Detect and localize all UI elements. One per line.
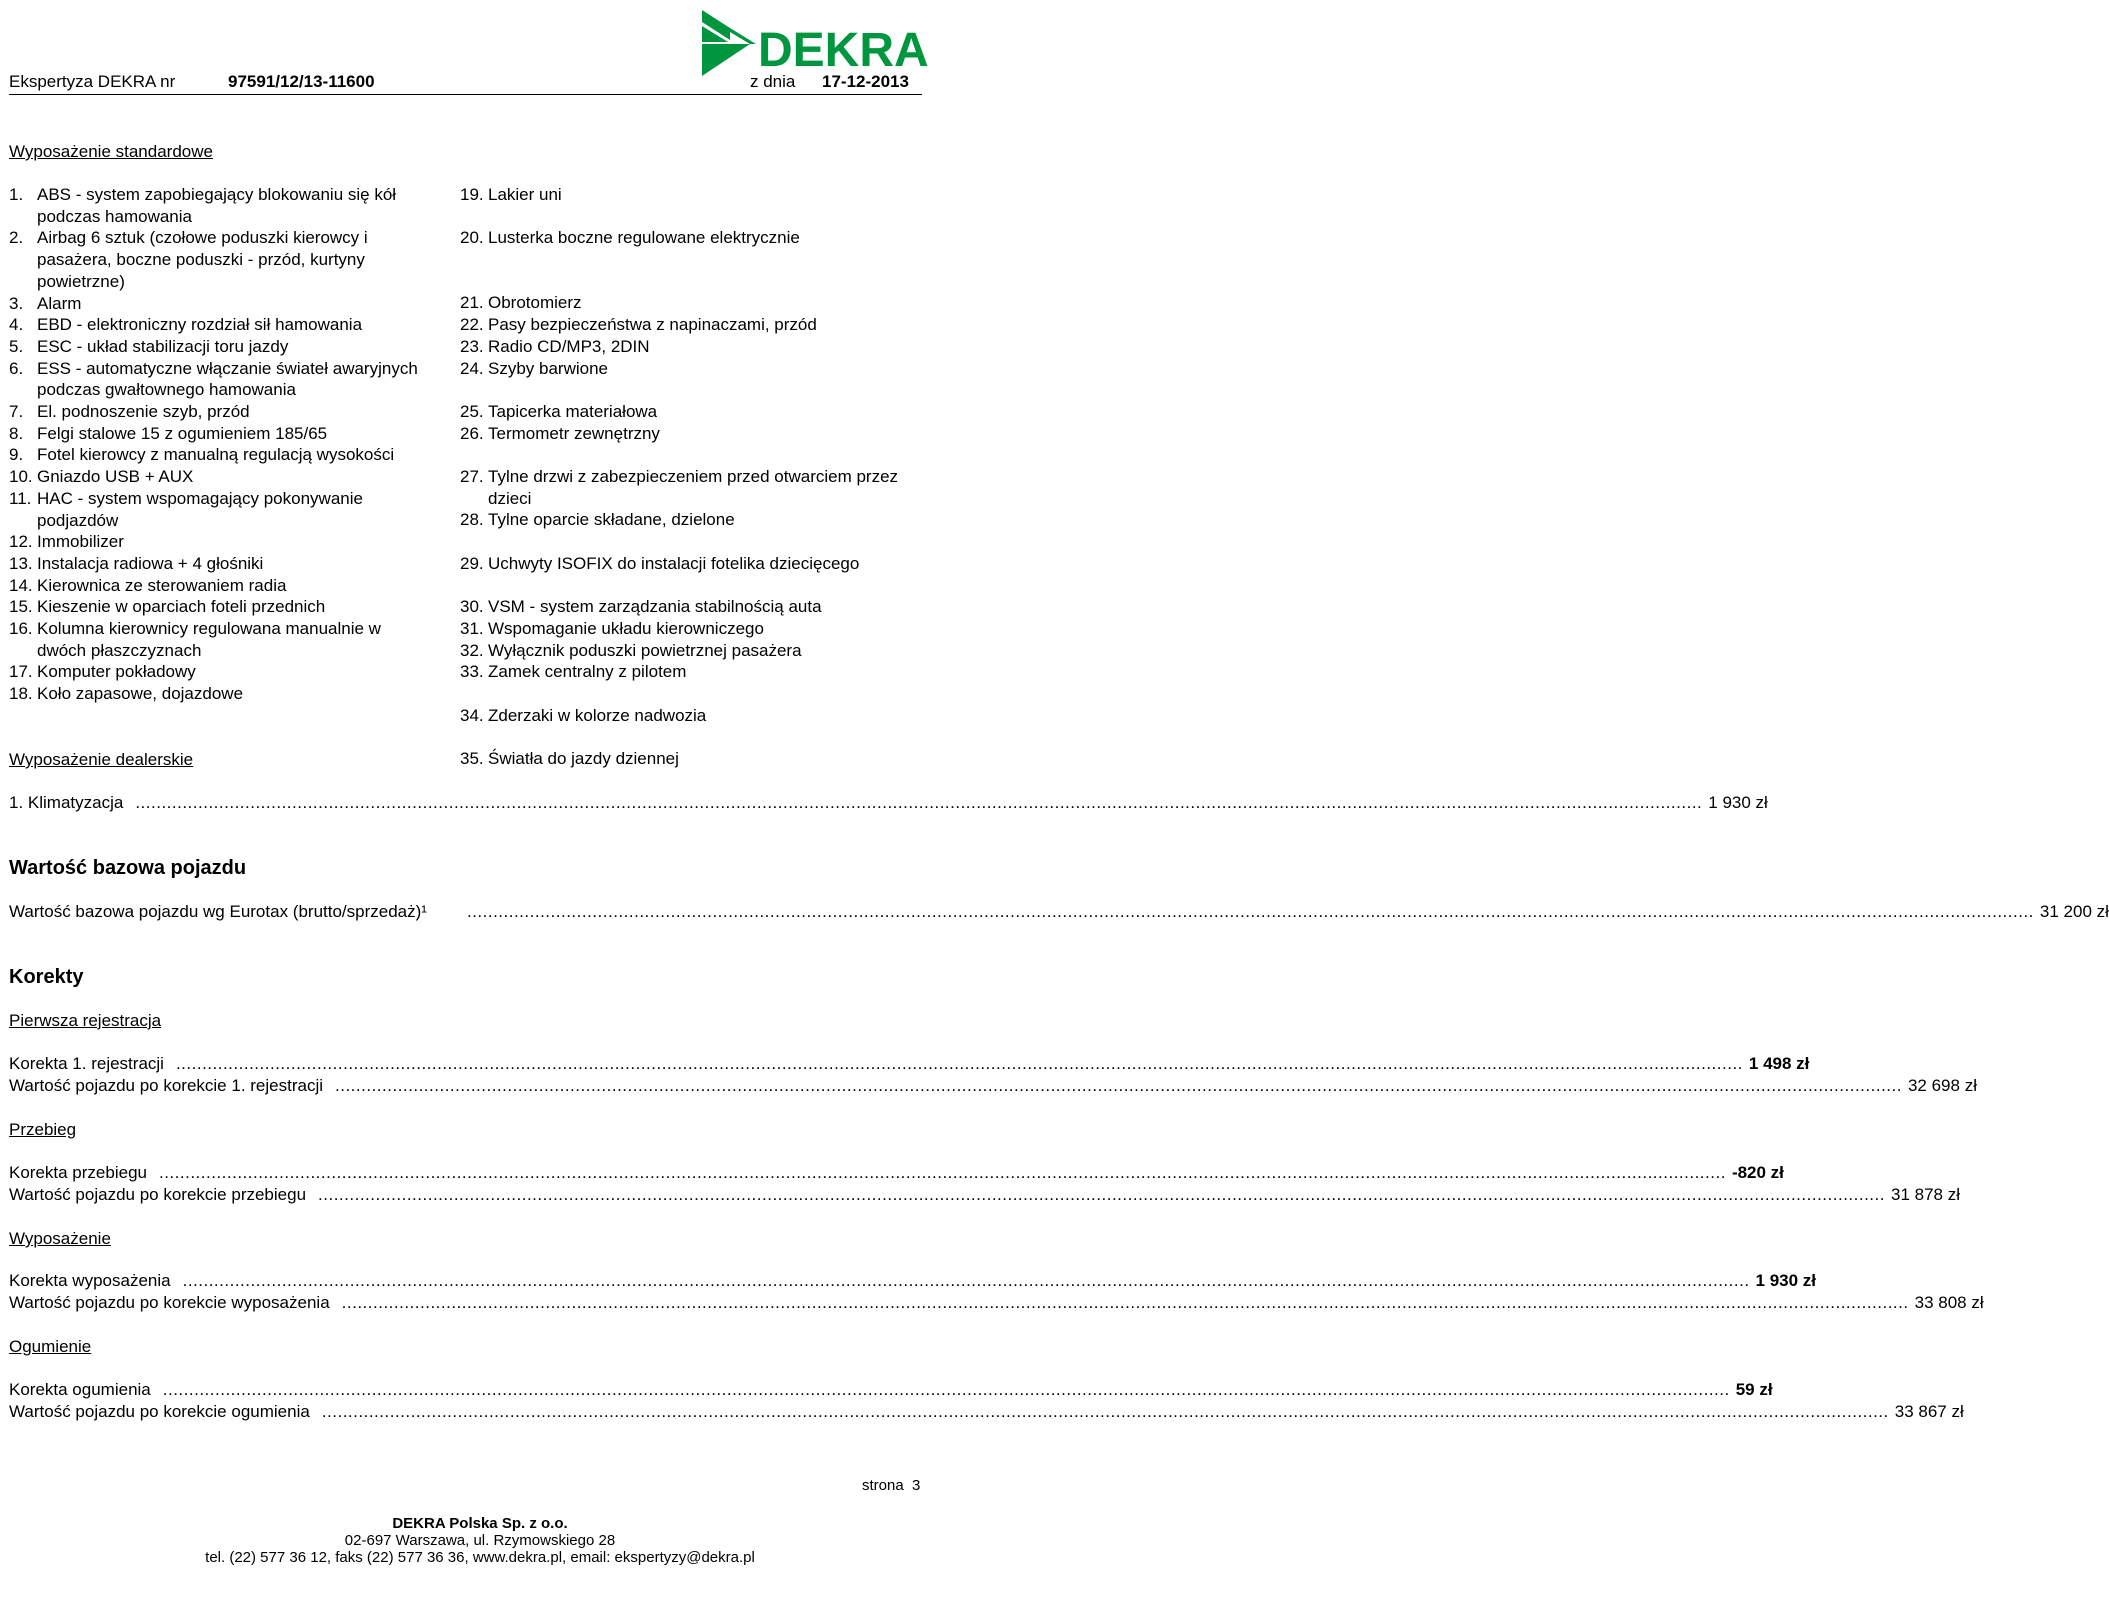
item-text: Immobilizer (37, 532, 124, 552)
item-text: Pasy bezpieczeństwa z napinaczami, przód (488, 315, 817, 335)
header-label: Ekspertyza DEKRA nr (9, 72, 176, 91)
item-number: 2. (9, 228, 24, 248)
mileage-correction-label: Korekta przebiegu (9, 1163, 147, 1182)
item-number: 9. (9, 445, 24, 465)
item-number: 26. (460, 423, 484, 443)
list-item (9, 661, 429, 683)
list-item (460, 553, 922, 575)
leader-dots: ............................................................................................................................................................................................................................................................................................................ (182, 1271, 1750, 1290)
item-number: 4. (9, 315, 24, 335)
item-text: Szyby barwione (488, 358, 609, 378)
item-number: 7. (9, 402, 24, 422)
item-text: Lusterka boczne regulowane elektrycznie (488, 228, 800, 248)
registration-value-amount: 32 698 zł (1907, 1076, 1977, 1095)
list-item (460, 401, 922, 423)
dekra-logo (700, 8, 929, 78)
list-item (9, 444, 429, 466)
item-number: 11. (9, 488, 32, 508)
item-number: 14. (9, 575, 33, 595)
date-label: z dnia (750, 72, 796, 91)
tyres-correction-row (9, 1378, 1773, 1400)
item-text: Komputer pokładowy (37, 662, 196, 682)
registration-correction-value: 1 498 zł (1748, 1054, 1810, 1073)
item-text: Obrotomierz (488, 293, 582, 313)
item-number: 16. (9, 619, 33, 639)
item-text: Lakier uni (488, 185, 562, 204)
item-number: 8. (9, 423, 24, 443)
item-text: El. podnoszenie szyb, przód (37, 402, 250, 422)
list-item (9, 423, 429, 445)
item-number: 6. (9, 358, 24, 378)
list-item (9, 618, 429, 661)
item-number: 21. (460, 293, 484, 313)
item-text: ESS - automatyczne włączanie świateł awaryjnych podczas gwałtownego hamowania (37, 358, 418, 400)
tyres-value-label: Wartość pojazdu po korekcie ogumienia (9, 1402, 310, 1421)
list-item (9, 553, 429, 575)
list-item (460, 423, 922, 445)
list-item (9, 466, 429, 488)
list-item (9, 683, 429, 705)
item-text: Kolumna kierownicy regulowana manualnie w dwóch płaszczyznach (37, 619, 381, 660)
list-item (460, 358, 922, 380)
report-number: 97591/12/13-11600 (228, 72, 375, 91)
leader-dots: ............................................................................................................................................................................................................................................................................................................ (162, 1380, 1730, 1399)
item-number: 19. (460, 185, 484, 204)
item-number: 33. (460, 662, 484, 682)
item-text: VSM - system zarządzania stabilnością auta (488, 597, 822, 617)
item-number: 1. (9, 185, 24, 204)
item-text: ESC - układ stabilizacji toru jazdy (37, 336, 289, 356)
dealer-item-value: 1 930 zł (1708, 793, 1768, 812)
leader-dots: ............................................................................................................................................................................................................................................................................................................ (321, 1402, 1889, 1421)
list-item (9, 336, 429, 358)
item-text: Tylne drzwi z zabezpieczeniem przed otwarciem przez dzieci (488, 467, 899, 508)
item-number: 12. (9, 532, 33, 552)
report-date: 17-12-2013 (822, 72, 909, 91)
base-value-label: Wartość bazowa pojazdu wg Eurotax (brutto/sprzedaż)¹ (9, 902, 427, 921)
item-number: 13. (9, 553, 33, 573)
item-text: HAC - system wspomagający pokonywanie podjazdów (37, 488, 363, 530)
item-text: Wspomaganie układu kierowniczego (488, 618, 764, 638)
list-item (9, 575, 429, 597)
base-value-row (9, 900, 2109, 922)
list-item (460, 509, 922, 531)
leader-dots: ............................................................................................................................................................................................................................................................................................................ (135, 793, 1703, 812)
list-item (460, 748, 922, 770)
tyres-value-amount: 33 867 zł (1894, 1402, 1964, 1421)
item-number: 30. (460, 597, 484, 617)
page-number-value: 3 (912, 1477, 921, 1494)
page-label: strona (862, 1477, 904, 1494)
footer-contact: tel. (22) 577 36 12, faks (22) 577 36 36, www.dekra.pl, email: ekspertyzy@dekra.pl (205, 1549, 755, 1566)
item-number: 23. (460, 336, 484, 356)
equipment-correction-value: 1 930 zł (1755, 1271, 1817, 1290)
item-number: 3. (9, 293, 24, 313)
list-item (460, 292, 922, 314)
list-item (9, 227, 429, 292)
item-number: 17. (9, 662, 33, 682)
item-number: 24. (460, 358, 484, 378)
dealer-equipment-title: Wyposażenie dealerskie (9, 750, 194, 769)
item-text: Światła do jazdy dziennej (488, 749, 679, 769)
item-number: 31. (460, 618, 484, 638)
list-item (9, 488, 429, 531)
item-text: Tylne oparcie składane, dzielone (488, 510, 735, 530)
list-item (9, 293, 429, 315)
item-text: Radio CD/MP3, 2DIN (488, 336, 650, 356)
item-text: Alarm (37, 293, 82, 313)
registration-title: Pierwsza rejestracja (9, 1011, 162, 1030)
dealer-item-row (9, 791, 1768, 813)
footer-company: DEKRA Polska Sp. z o.o. (392, 1515, 568, 1532)
item-text: Zamek centralny z pilotem (488, 662, 687, 682)
equipment-value-row (9, 1291, 1984, 1313)
item-text: EBD - elektroniczny rozdział sił hamowania (37, 315, 363, 335)
item-text: Uchwyty ISOFIX do instalacji fotelika dziecięcego (488, 553, 860, 573)
tyres-title: Ogumienie (9, 1337, 92, 1356)
equipment-value-label: Wartość pojazdu po korekcie wyposażenia (9, 1293, 330, 1312)
list-item (460, 596, 922, 618)
list-item (9, 314, 429, 336)
item-text: Kieszenie w oparciach foteli przednich (37, 597, 326, 617)
tyres-correction-label: Korekta ogumienia (9, 1380, 151, 1399)
item-number: 22. (460, 315, 484, 335)
list-item (9, 596, 429, 618)
item-text: Koło zapasowe, dojazdowe (37, 684, 244, 704)
leader-dots: ............................................................................................................................................................................................................................................................................................................ (466, 902, 2034, 921)
footer-address: 02-697 Warszawa, ul. Rzymowskiego 28 (344, 1532, 616, 1549)
list-item (460, 640, 922, 662)
list-item (460, 618, 922, 640)
mileage-correction-value: -820 zł (1731, 1163, 1784, 1182)
list-item (460, 661, 922, 683)
mileage-value-row (9, 1183, 1960, 1205)
list-item (460, 705, 922, 727)
item-number: 35. (460, 749, 484, 769)
list-item (460, 314, 922, 336)
registration-correction-label: Korekta 1. rejestracji (9, 1054, 164, 1073)
item-text: Airbag 6 sztuk (czołowe poduszki kierowcy i pasażera, boczne poduszki - przód, kurtyny powietrzne) (37, 228, 368, 291)
list-item (9, 358, 429, 401)
list-item (9, 531, 429, 553)
item-text: Fotel kierowcy z manualną regulacją wysokości (37, 445, 395, 465)
item-number: 28. (460, 510, 484, 530)
equipment-title: Wyposażenie (9, 1229, 111, 1248)
tyres-correction-value: 59 zł (1735, 1380, 1773, 1399)
leader-dots: ............................................................................................................................................................................................................................................................................................................ (158, 1163, 1726, 1182)
mileage-correction-row (9, 1161, 1784, 1183)
item-number: 10. (9, 467, 33, 487)
standard-equipment-title: Wyposażenie standardowe (9, 142, 213, 161)
standard-list-right (460, 184, 922, 770)
leader-dots: ............................................................................................................................................................................................................................................................................................................ (175, 1054, 1743, 1073)
item-text: Termometr zewnętrzny (488, 423, 660, 443)
item-number: 5. (9, 336, 24, 356)
item-text: Wyłącznik poduszki powietrznej pasażera (488, 640, 802, 660)
item-number: 34. (460, 705, 484, 725)
base-value-amount: 31 200 zł (2039, 902, 2109, 921)
item-text: Gniazdo USB + AUX (37, 467, 194, 487)
mileage-value-amount: 31 878 zł (1890, 1185, 1960, 1204)
equipment-correction-label: Korekta wyposażenia (9, 1271, 171, 1290)
page-number (862, 1477, 920, 1494)
item-number: 15. (9, 597, 33, 617)
item-text: ABS - system zapobiegający blokowaniu się kół podczas hamowania (37, 185, 397, 226)
mileage-value-label: Wartość pojazdu po korekcie przebiegu (9, 1185, 307, 1204)
leader-dots: ............................................................................................................................................................................................................................................................................................................ (335, 1076, 1902, 1095)
item-number: 18. (9, 684, 33, 704)
dealer-item-label: 1. Klimatyzacja (9, 793, 124, 812)
item-text: Kierownica ze sterowaniem radia (37, 575, 287, 595)
leader-dots: ............................................................................................................................................................................................................................................................................................................ (341, 1293, 1909, 1312)
list-item (9, 184, 429, 227)
item-number: 29. (460, 553, 484, 573)
item-number: 27. (460, 467, 484, 487)
list-item (460, 184, 922, 206)
item-text: Tapicerka materiałowa (488, 401, 658, 421)
base-value-title: Wartość bazowa pojazdu (9, 857, 247, 879)
mileage-title: Przebieg (9, 1120, 77, 1139)
item-text: Instalacja radiowa + 4 głośniki (37, 553, 264, 573)
corrections-title: Korekty (9, 966, 84, 988)
logo-text: DEKRA (758, 24, 929, 77)
list-item (460, 466, 922, 509)
list-item (9, 401, 429, 423)
registration-value-label: Wartość pojazdu po korekcie 1. rejestracji (9, 1076, 324, 1095)
leader-dots: ............................................................................................................................................................................................................................................................................................................ (318, 1185, 1885, 1204)
standard-list-left (9, 184, 429, 705)
item-text: Felgi stalowe 15 z ogumieniem 185/65 (37, 423, 328, 443)
header-divider (9, 94, 922, 95)
item-number: 25. (460, 401, 484, 421)
equipment-value-amount: 33 808 zł (1914, 1293, 1984, 1312)
item-number: 32. (460, 640, 484, 660)
registration-correction-row (9, 1052, 1810, 1074)
tyres-value-row (9, 1400, 1964, 1422)
list-item (460, 336, 922, 358)
registration-value-row (9, 1074, 1977, 1096)
item-text: Zderzaki w kolorze nadwozia (488, 705, 707, 725)
item-number: 20. (460, 228, 484, 248)
list-item (460, 227, 922, 249)
equipment-correction-row (9, 1269, 1817, 1291)
